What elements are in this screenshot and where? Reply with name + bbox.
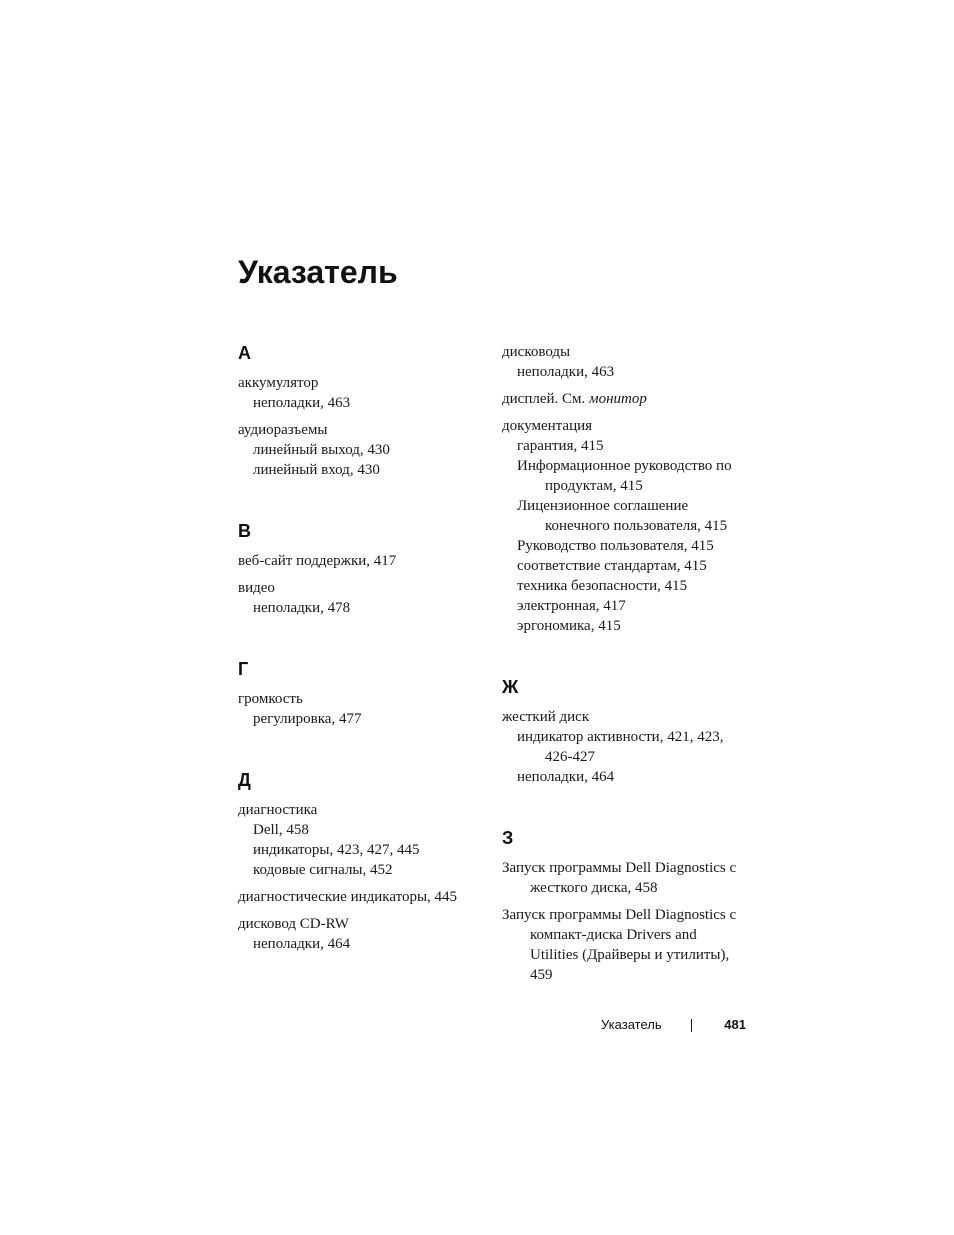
index-subentry: индикатор активности, 421, 423, 426-427: [517, 729, 724, 765]
index-column-left: [238, 340, 478, 954]
index-term: громкость: [238, 691, 303, 707]
index-subentry: эргономика, 415: [517, 618, 621, 634]
index-term: дисковод CD-RW: [238, 916, 349, 932]
index-term: Запуск программы Dell Diagnostics с компакт-диска Drivers and Utilities (Драйверы и утилиты), 459: [502, 907, 737, 983]
index-entry: [238, 373, 478, 413]
index-subentry: индикаторы, 423, 427, 445: [253, 842, 420, 858]
index-subentry: неполадки, 463: [517, 364, 615, 380]
index-subentry: неполадки, 464: [517, 769, 615, 785]
index-term: веб-сайт поддержки, 417: [238, 553, 397, 569]
index-entry: [502, 905, 747, 985]
page-title: Указатель: [238, 254, 398, 290]
index-term-text: дисплей. См.: [502, 391, 586, 407]
section-letter-zh: Ж: [502, 677, 519, 697]
index-term: жесткий диск: [502, 709, 590, 725]
index-entry: [238, 914, 478, 954]
section-letter-d: Д: [238, 770, 251, 790]
index-entry: [238, 420, 478, 480]
index-term: [502, 389, 747, 409]
index-subentry: неполадки, 478: [253, 600, 351, 616]
footer-title: Указатель: [601, 1017, 662, 1032]
page-number: 481: [724, 1017, 746, 1032]
index-subentry: Dell, 458: [253, 822, 309, 838]
footer-separator: [691, 1019, 692, 1032]
index-term: Запуск программы Dell Diagnostics с жесткого диска, 458: [502, 860, 737, 896]
section-letter-v: В: [238, 521, 251, 541]
section-letter-z: З: [502, 828, 514, 848]
index-subentry: техника безопасности, 415: [517, 578, 688, 594]
index-term: диагностика: [238, 802, 318, 818]
index-subentry: гарантия, 415: [517, 438, 604, 454]
index-term: видео: [238, 580, 275, 596]
index-subentry: регулировка, 477: [253, 711, 362, 727]
index-term: дисководы: [502, 344, 571, 360]
index-subentry: Руководство пользователя, 415: [517, 538, 714, 554]
index-term: аудиоразъемы: [238, 422, 328, 438]
section-letter-a: А: [238, 343, 251, 363]
index-entry: [238, 887, 478, 907]
index-subentry: линейный вход, 430: [253, 462, 380, 478]
index-entry: [238, 578, 478, 618]
index-subentry: линейный выход, 430: [253, 442, 390, 458]
index-subentry: кодовые сигналы, 452: [253, 862, 393, 878]
index-entry: [238, 800, 478, 880]
index-term: аккумулятор: [238, 375, 319, 391]
index-entry: [502, 416, 747, 636]
index-entry: [502, 858, 747, 898]
index-entry: [238, 551, 478, 571]
page-footer: [601, 1016, 746, 1034]
index-entry: [238, 689, 478, 729]
section-letter-g: Г: [238, 659, 249, 679]
index-term: диагностические индикаторы, 445: [238, 889, 458, 905]
index-subentry: Информационное руководство по продуктам, 415: [517, 458, 732, 494]
index-entry: [502, 389, 747, 409]
index-subentry: неполадки, 464: [253, 936, 351, 952]
index-subentry: Лицензионное соглашение конечного пользователя, 415: [517, 498, 728, 534]
index-subentry: электронная, 417: [517, 598, 626, 614]
index-subentry: соответствие стандартам, 415: [517, 558, 707, 574]
index-subentry: неполадки, 463: [253, 395, 351, 411]
see-reference: монитор: [589, 391, 647, 407]
index-entry: [502, 707, 747, 787]
index-column-right: [502, 340, 747, 985]
index-entry: [502, 342, 747, 382]
index-term: документация: [502, 418, 593, 434]
